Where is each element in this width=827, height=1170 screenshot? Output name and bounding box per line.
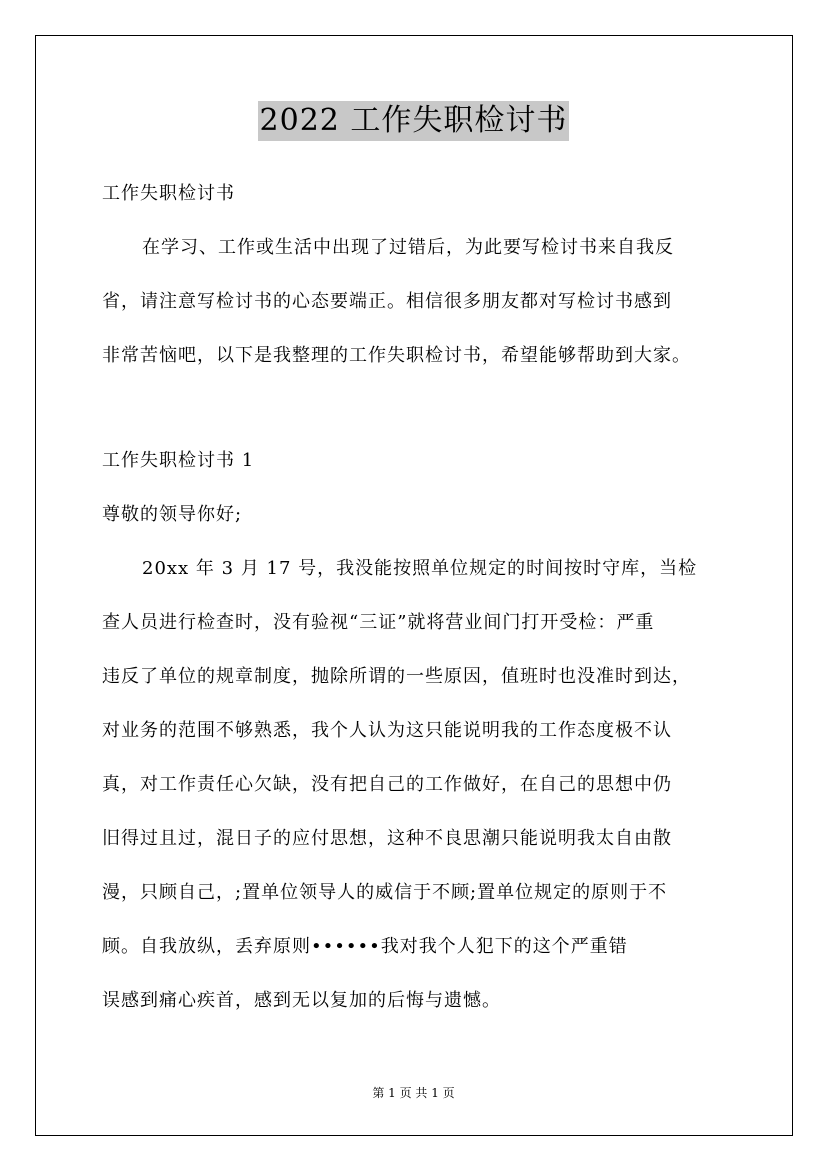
page-footer: 第 1 页 共 1 页	[372, 1086, 455, 1100]
title-container	[0, 101, 827, 141]
body-line-2: 查人员进行检查时，没有验视“三证”就将营业间门打开受检：严重	[102, 612, 655, 633]
intro-line-1: 在学习、工作或生活中出现了过错后，为此要写检讨书来自我反	[142, 237, 674, 258]
subtitle: 工作失职检讨书	[102, 183, 235, 204]
body-line-9: 误感到痛心疾首，感到无以复加的后悔与遗憾。	[102, 990, 501, 1011]
document-title: 2022 工作失职检讨书	[258, 101, 570, 141]
body-line-7: 漫，只顾自己，;置单位领导人的威信于不顾;置单位规定的原则于不	[102, 882, 668, 903]
body-line-3: 违反了单位的规章制度，抛除所谓的一些原因，值班时也没准时到达，	[102, 666, 691, 687]
section-heading: 工作失职检讨书 1	[102, 450, 255, 471]
intro-line-3: 非常苦恼吧，以下是我整理的工作失职检讨书，希望能够帮助到大家。	[102, 345, 691, 366]
body-line-1: 20xx 年 3 月 17 号，我没能按照单位规定的时间按时守库，当检	[142, 558, 698, 579]
salutation: 尊敬的领导你好;	[102, 504, 243, 525]
body-line-4: 对业务的范围不够熟悉，我个人认为这只能说明我的工作态度极不认	[102, 720, 672, 741]
intro-line-2: 省，请注意写检讨书的心态要端正。相信很多朋友都对写检讨书感到	[102, 291, 672, 312]
body-line-8: 顾。自我放纵，丢弃原则••••••我对我个人犯下的这个严重错	[102, 936, 628, 957]
body-line-5: 真，对工作责任心欠缺，没有把自己的工作做好，在自己的思想中仍	[102, 774, 672, 795]
blank-line	[102, 394, 742, 445]
document-body	[102, 178, 742, 1039]
body-line-6: 旧得过且过，混日子的应付思想，这种不良思潮只能说明我太自由散	[102, 828, 672, 849]
